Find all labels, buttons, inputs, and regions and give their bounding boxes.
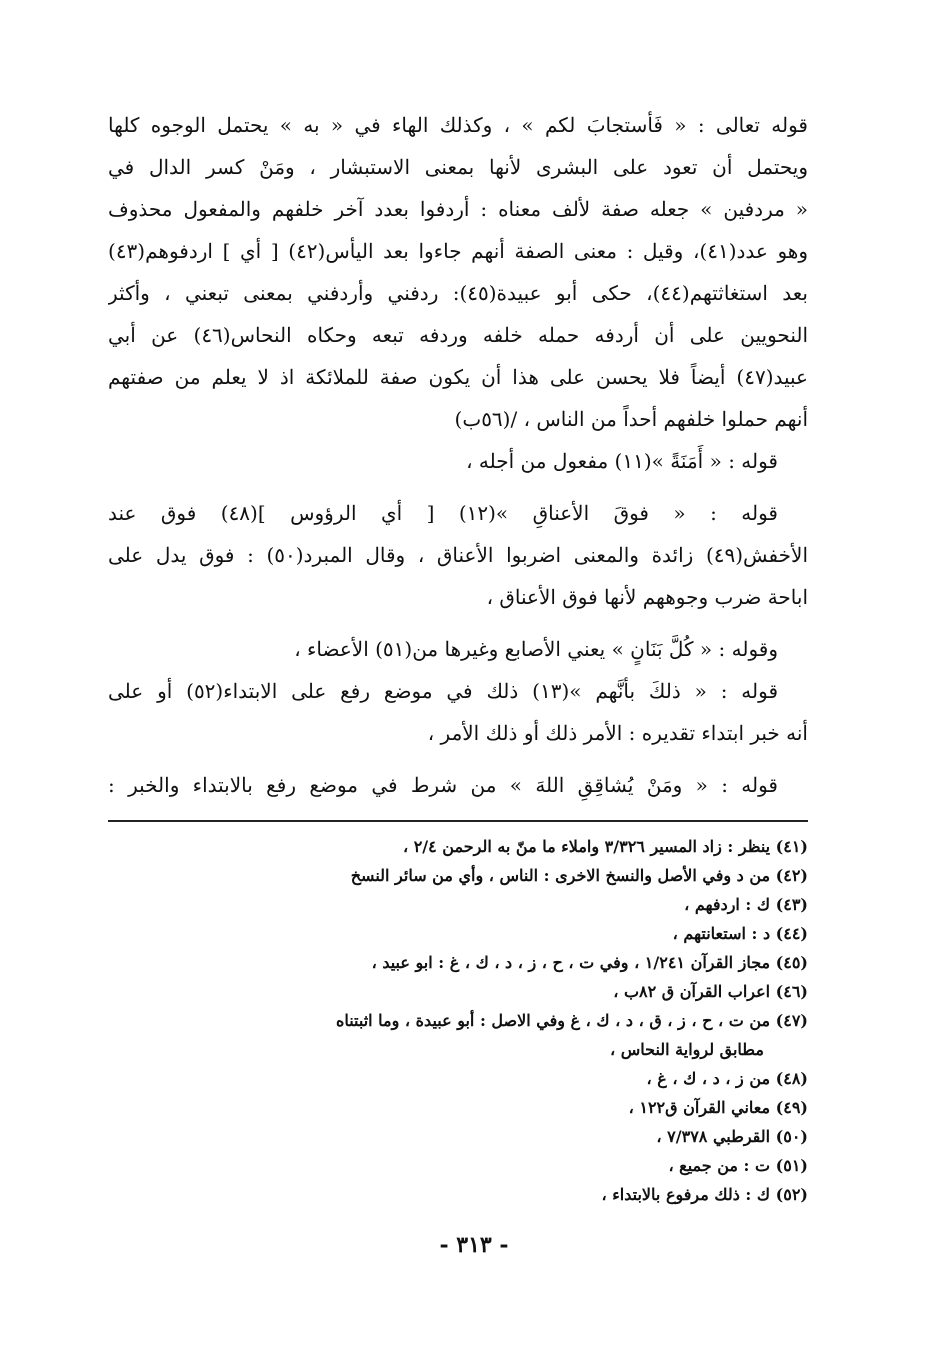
text-line: قوله : « ذلكَ بأنَّهم »(١٣) ذلك في موضع رفع على الابتداء(٥٢) أو على <box>108 679 779 703</box>
text-line: النحويين على أن أردفه حمله خلفه وردفه تبعه وحكاه النحاس(٤٦) عن أبي <box>108 323 808 347</box>
footnote: (٤٦) اعراب القرآن ق ٨٢ب ، <box>613 982 808 1001</box>
text-line: وقوله : « كُلَّ بَنَانٍ » يعني الأصابع وغيرها من(٥١) الأعضاء ، <box>294 637 778 661</box>
footnote: (٤٩) معاني القرآن ق١٢٢ ، <box>628 1098 808 1117</box>
footnotes <box>108 832 808 1209</box>
footnote: (٥٠) القرطبي ٧/٣٧٨ ، <box>656 1127 808 1146</box>
page-number: - ٣١٣ - <box>439 1232 509 1258</box>
footnote: (٤٧) من ت ، ح ، ز ، ق ، د ، ك ، غ وفي الاصل : أبو عبيدة ، وما اثبتناه <box>335 1011 808 1030</box>
footnote: (٤٥) مجاز القرآن ١/٢٤١ ، وفي ت ، ح ، ز ، د ، ك ، غ : ابو عبيد ، <box>371 953 808 972</box>
footnote-divider <box>108 820 808 822</box>
text-line: عبيد(٤٧) أيضاً فلا يحسن على هذا أن يكون صفة للملائكة اذ لا يعلم من صفتهم <box>108 365 808 389</box>
text-line: الأخفش(٤٩) زائدة والمعنى اضربوا الأعناق ، وقال المبرد(٥٠) : فوق يدل على <box>108 543 808 567</box>
footnote: (٤١) ينظر : زاد المسير ٣/٣٢٦ واملاء ما منّ به الرحمن ٢/٤ ، <box>402 837 808 856</box>
text-line: قوله : « فوقَ الأعناقِ »(١٢) [ أي الرؤوس ](٤٨) فوق عند <box>108 501 778 525</box>
footnote: (٤٢) من د وفي الأصل والنسخ الاخرى : الناس ، وأي من سائر النسخ <box>350 866 808 885</box>
footnote: (٤٨) من ز ، د ، ك ، غ ، <box>646 1069 808 1088</box>
text-line: وهو عدد(٤١)، وقيل : معنى الصفة أنهم جاءوا بعد اليأس(٤٢) [ أي ] اردفوهم(٤٣) <box>108 239 808 263</box>
text-line: « مردفين » جعله صفة لألف معناه : أردفوا بعدد آخر خلفهم والمفعول محذوف <box>108 197 808 221</box>
footnote: (٤٣) ك : اردفهم ، <box>684 895 808 914</box>
text-line: ويحتمل أن تعود على البشرى لأنها بمعنى الاستبشار ، ومَنْ كسر الدال في <box>108 155 808 179</box>
text-line: قوله : « أَمَنَةً »(١١) مفعول من أجله ، <box>466 449 778 473</box>
footnote: (٥١) ت : من جميع ، <box>668 1156 808 1175</box>
text-line: قوله تعالى : « فَأستجابَ لكم » ، وكذلك الهاء في « به » يحتمل الوجوه كلها <box>108 113 808 137</box>
text-line: أنه خبر ابتداء تقديره : الأمر ذلك أو ذلك الأمر ، <box>427 721 808 745</box>
text-line: بعد استغاثتهم(٤٤)، حكى أبو عبيدة(٤٥): ردفني وأردفني بمعنى تبعني ، وأكثر <box>108 281 808 305</box>
text-line: اباحة ضرب وجوههم لأنها فوق الأعناق ، <box>486 585 808 609</box>
text-line: قوله : « ومَنْ يُشاقِقِ اللهَ » من شرط في موضع رفع بالابتداء والخبر : <box>108 773 778 797</box>
footnote-continuation: مطابق لرواية النحاس ، <box>609 1040 764 1059</box>
main-text <box>108 104 808 806</box>
footnote: (٥٢) ك : ذلك مرفوع بالابتداء ، <box>601 1185 808 1204</box>
footnote: (٤٤) د : استعانتهم ، <box>672 924 808 943</box>
text-line: أنهم حملوا خلفهم أحداً من الناس ، /(٥٦ب) <box>454 407 808 431</box>
